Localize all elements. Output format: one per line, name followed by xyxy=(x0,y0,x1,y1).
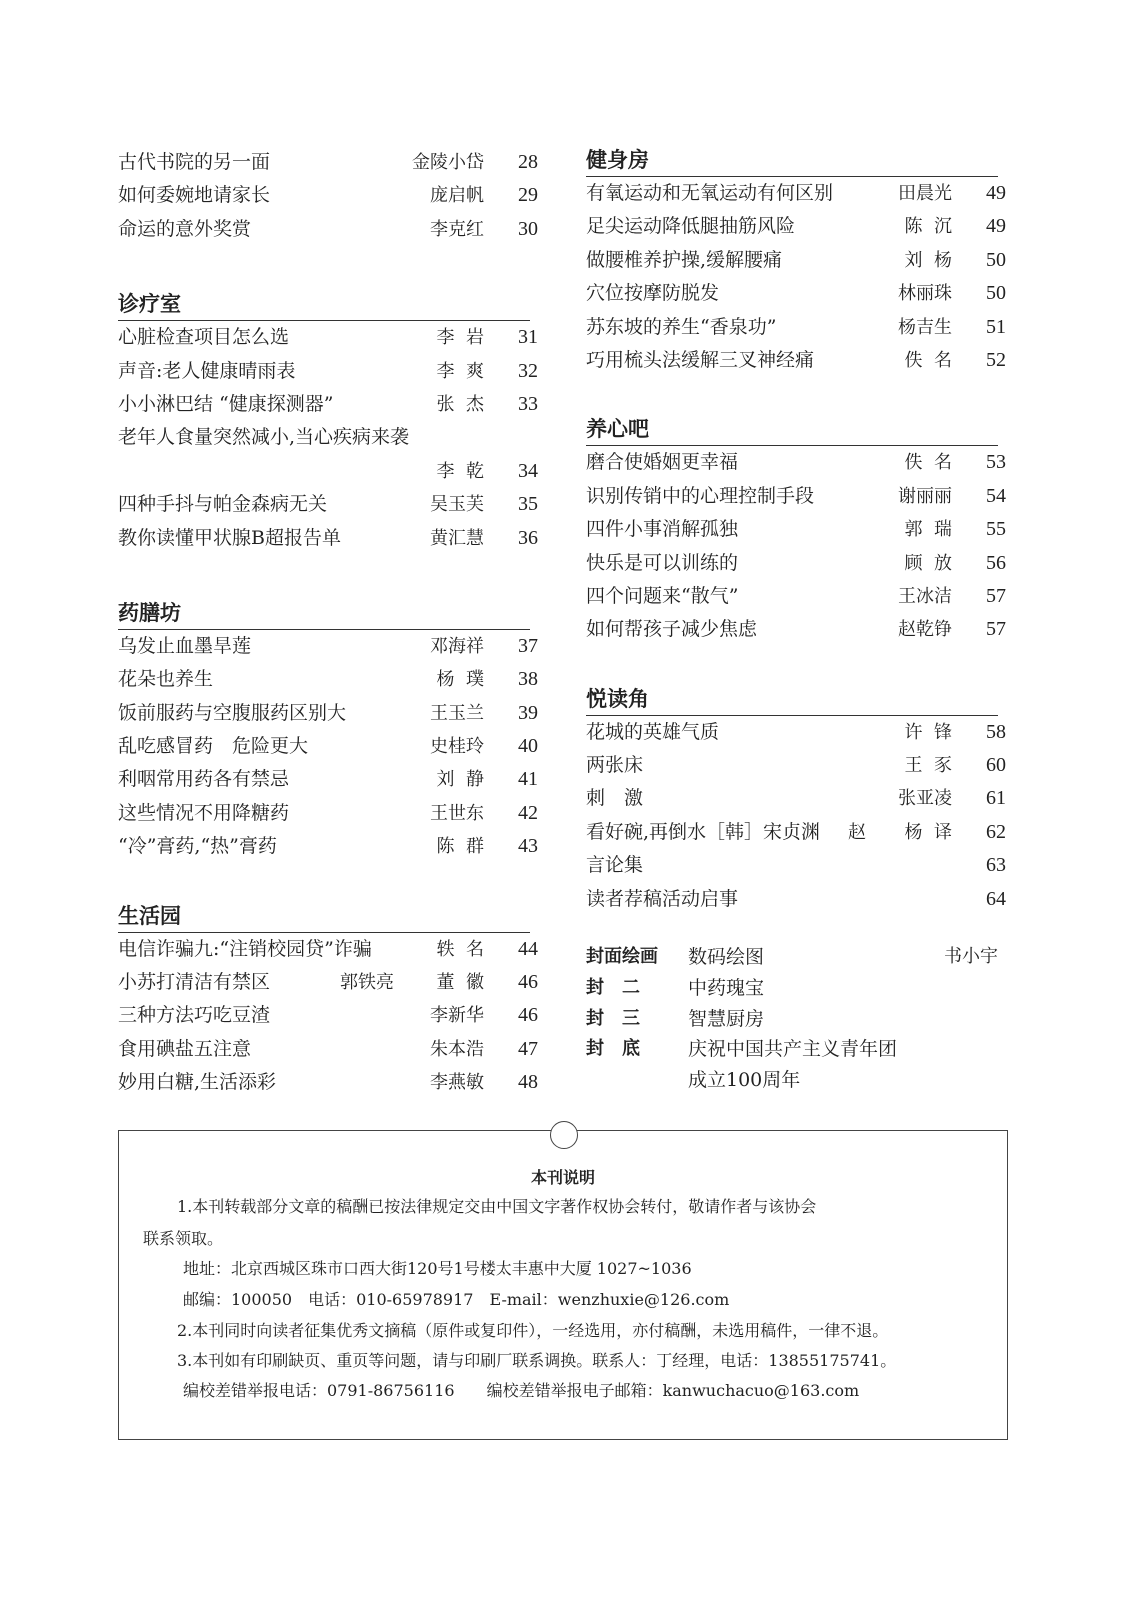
toc-entry[interactable] xyxy=(586,344,1006,377)
toc-section-life xyxy=(118,902,538,1100)
entry-author: 林丽珠 xyxy=(898,283,952,305)
entry-page: 39 xyxy=(518,701,538,724)
entry-author: 王冰洁 xyxy=(898,585,952,607)
entry-author: 李 岩 xyxy=(436,327,484,349)
toc-entry[interactable] xyxy=(118,321,538,354)
toc-entry[interactable] xyxy=(118,663,538,696)
toc-entry[interactable] xyxy=(118,488,538,521)
toc-section-mind xyxy=(586,415,1006,646)
left-column xyxy=(118,146,538,1100)
section-heading: 健身房 xyxy=(586,146,998,177)
entry-co-author: 赵 xyxy=(848,821,866,843)
toc-entry[interactable] xyxy=(118,966,538,999)
toc-section-fitness xyxy=(586,146,1006,377)
toc-entry[interactable] xyxy=(118,630,538,663)
cover-row xyxy=(586,1034,1006,1065)
entry-author: 李 乾 xyxy=(436,460,484,482)
entry-title: “冷”膏药,“热”膏药 xyxy=(118,835,277,858)
entry-author: 佚 名 xyxy=(904,349,952,371)
notice-line-submissions: 2.本刊同时向读者征集优秀文摘稿（原件或复印件），一经选用，亦付稿酬，未选用稿件，一律不退。 xyxy=(177,1321,889,1340)
entry-title: 花朵也养生 xyxy=(118,668,214,691)
toc-entry[interactable] xyxy=(586,277,1006,310)
entry-author: 吴玉芙 xyxy=(430,494,484,516)
entry-page: 37 xyxy=(518,634,538,657)
entry-title: 刺 激 xyxy=(586,787,644,810)
entry-author: 黄汇慧 xyxy=(430,527,484,549)
cover-value: 中药瑰宝 xyxy=(688,976,765,999)
entry-page: 30 xyxy=(518,217,538,240)
entry-page: 63 xyxy=(986,854,1006,877)
section-heading: 悦读角 xyxy=(586,685,998,716)
entry-title: 利咽常用药各有禁忌 xyxy=(118,768,290,791)
entry-title: 识别传销中的心理控制手段 xyxy=(586,484,815,507)
toc-entry[interactable] xyxy=(118,797,538,830)
entry-title: 言论集 xyxy=(586,854,644,877)
entry-page: 49 xyxy=(986,182,1006,204)
notice-postcode-contact: 邮编：100050 电话：010-65978917 E-mail：wenzhuxie@126.com xyxy=(183,1290,730,1309)
entry-title: 老年人食量突然减小,当心疾病来袭 xyxy=(118,426,410,449)
entry-author: 董 徽 xyxy=(436,972,484,994)
entry-title: 做腰椎养护操,缓解腰痛 xyxy=(586,248,783,271)
entry-title: 命运的意外奖赏 xyxy=(118,217,252,240)
entry-page: 36 xyxy=(518,526,538,549)
toc-section-diet xyxy=(118,599,538,864)
toc-entry[interactable] xyxy=(118,455,538,488)
entry-page: 56 xyxy=(986,551,1006,574)
toc-section-reading xyxy=(586,685,1006,916)
toc-entry[interactable] xyxy=(118,522,538,555)
cover-author: 书小宇 xyxy=(944,946,998,968)
right-column xyxy=(586,146,1006,1096)
entry-title: 古代书院的另一面 xyxy=(118,151,271,173)
entry-page: 50 xyxy=(986,282,1006,305)
entry-title: 小小淋巴结 “健康探测器” xyxy=(118,392,334,415)
entry-page: 51 xyxy=(986,315,1006,338)
toc-entry[interactable] xyxy=(586,883,1006,916)
entry-page: 40 xyxy=(518,735,538,758)
entry-page: 57 xyxy=(986,584,1006,607)
toc-entry[interactable] xyxy=(586,749,1006,782)
toc-entry[interactable] xyxy=(586,547,1006,580)
entry-author: 李克红 xyxy=(430,218,484,240)
toc-entry[interactable] xyxy=(118,355,538,388)
entry-title: 这些情况不用降糖药 xyxy=(118,801,290,824)
entry-author: 王世东 xyxy=(430,802,484,824)
entry-author: 谢丽丽 xyxy=(898,485,952,507)
entry-page: 58 xyxy=(986,720,1006,743)
entry-title: 食用碘盐五注意 xyxy=(118,1037,252,1060)
notice-line-copyright: 1.本刊转载部分文章的稿酬已按法律规定交由中国文字著作权协会转付，敬请作者与该协会 xyxy=(177,1197,817,1216)
cover-key: 封 三 xyxy=(586,1007,640,1029)
entry-title: 教你读懂甲状腺B超报告单 xyxy=(118,526,341,549)
entry-page: 50 xyxy=(986,248,1006,271)
entry-author: 李燕敏 xyxy=(430,1072,484,1094)
toc-entry[interactable] xyxy=(586,210,1006,243)
notice-line-copyright-cont: 联系领取。 xyxy=(143,1229,224,1248)
toc-entry[interactable] xyxy=(118,999,538,1032)
entry-author: 田晨光 xyxy=(898,183,952,204)
entry-author: 陈 群 xyxy=(436,836,484,858)
entry-page: 48 xyxy=(518,1071,538,1094)
entry-author: 朱本浩 xyxy=(430,1038,484,1060)
toc-entry[interactable] xyxy=(118,213,538,246)
cover-row xyxy=(586,942,1006,973)
entry-title: 如何帮孩子减少焦虑 xyxy=(586,618,758,641)
entry-page: 42 xyxy=(518,801,538,824)
entry-page: 52 xyxy=(986,348,1006,371)
section-heading: 诊疗室 xyxy=(118,290,530,321)
cover-row xyxy=(586,973,1006,1004)
entry-page: 64 xyxy=(986,887,1006,910)
entry-author: 庞启帆 xyxy=(430,185,484,207)
section-heading: 生活园 xyxy=(118,902,530,933)
cover-value: 智慧厨房 xyxy=(688,1007,765,1030)
section-heading: 药膳坊 xyxy=(118,599,530,630)
toc-entry[interactable] xyxy=(118,388,538,421)
entry-page: 60 xyxy=(986,754,1006,777)
entry-title: 巧用梳头法缓解三叉神经痛 xyxy=(586,348,815,371)
cover-credits xyxy=(586,942,1006,1096)
entry-title: 两张床 xyxy=(586,754,644,777)
entry-title: 读者荐稿活动启事 xyxy=(586,887,739,910)
toc-entry[interactable] xyxy=(118,697,538,730)
entry-author: 杨吉生 xyxy=(898,316,952,338)
toc-entry[interactable] xyxy=(118,730,538,763)
toc-entry[interactable] xyxy=(118,830,538,863)
entry-page: 43 xyxy=(518,835,538,858)
circle-ornament xyxy=(550,1121,578,1149)
toc-entry[interactable] xyxy=(586,613,1006,646)
entry-author: 赵乾铮 xyxy=(898,619,952,641)
entry-author: 郭 瑞 xyxy=(904,519,952,541)
toc-section-misc xyxy=(118,146,538,246)
toc-entry[interactable] xyxy=(586,446,1006,479)
entry-title: 心脏检查项目怎么选 xyxy=(118,326,290,349)
entry-title: 有氧运动和无氧运动有何区别 xyxy=(586,182,834,204)
entry-title: 乌发止血墨旱莲 xyxy=(118,634,252,657)
entry-page: 38 xyxy=(518,668,538,691)
toc-entry[interactable] xyxy=(118,763,538,796)
entry-author: 李新华 xyxy=(430,1005,484,1027)
entry-page: 35 xyxy=(518,493,538,516)
toc-entry[interactable] xyxy=(586,311,1006,344)
entry-title: 四种手抖与帕金森病无关 xyxy=(118,493,328,516)
toc-entry[interactable] xyxy=(118,1033,538,1066)
section-heading: 养心吧 xyxy=(586,415,998,446)
entry-author: 顾 放 xyxy=(904,552,952,574)
entry-title: 快乐是可以训练的 xyxy=(586,551,739,574)
notice-error-report: 编校差错举报电话：0791-86756116 编校差错举报电子邮箱：kanwuchacuo@163.com xyxy=(183,1381,860,1400)
entry-page: 54 xyxy=(986,484,1006,507)
entry-title: 四个问题来“散气” xyxy=(586,584,739,607)
entry-page: 53 xyxy=(986,451,1006,474)
entry-author: 杨 璞 xyxy=(436,669,484,691)
entry-page: 47 xyxy=(518,1037,538,1060)
entry-page: 34 xyxy=(518,459,538,482)
cover-value: 数码绘图 xyxy=(688,946,765,969)
notice-line-printing: 3.本刊如有印刷缺页、重页等问题，请与印刷厂联系调换。联系人：丁经理，电话：13855175741。 xyxy=(177,1351,897,1370)
toc-entry[interactable] xyxy=(118,146,538,179)
entry-author: 杨 译 xyxy=(904,821,952,843)
entry-title: 四件小事消解孤独 xyxy=(586,518,739,541)
toc-entry[interactable] xyxy=(118,179,538,212)
cover-key: 封 二 xyxy=(586,976,640,998)
entry-page: 31 xyxy=(518,326,538,349)
entry-page: 29 xyxy=(518,184,538,207)
entry-title: 足尖运动降低腿抽筋风险 xyxy=(586,215,796,238)
entry-author: 佚 名 xyxy=(904,452,952,474)
entry-title: 电信诈骗九:“注销校园贷”诈骗 xyxy=(118,937,372,960)
entry-title: 苏东坡的养生“香泉功” xyxy=(586,315,777,338)
entry-page: 46 xyxy=(518,971,538,994)
entry-page: 55 xyxy=(986,518,1006,541)
entry-page: 28 xyxy=(518,151,538,173)
entry-author: 王 豕 xyxy=(904,755,952,777)
entry-author: 陈 沉 xyxy=(904,216,952,238)
entry-author: 轶 名 xyxy=(436,938,484,960)
entry-author: 邓海祥 xyxy=(430,635,484,657)
toc-entry[interactable] xyxy=(586,480,1006,513)
entry-page: 32 xyxy=(518,359,538,382)
entry-author: 金陵小岱 xyxy=(412,152,484,173)
notice-title: 本刊说明 xyxy=(530,1168,595,1187)
toc-entry[interactable] xyxy=(586,177,1006,210)
toc-entry[interactable] xyxy=(118,1066,538,1099)
entry-title: 饭前服药与空腹服药区别大 xyxy=(118,701,347,724)
entry-co-author: 郭铁亮 xyxy=(340,972,394,994)
toc-section-clinic xyxy=(118,290,538,555)
entry-title: 穴位按摩防脱发 xyxy=(586,282,720,305)
toc-entry[interactable] xyxy=(586,816,1006,849)
entry-page: 33 xyxy=(518,392,538,415)
entry-title: 磨合使婚姻更幸福 xyxy=(586,451,739,474)
entry-title: 声音:老人健康晴雨表 xyxy=(118,359,296,382)
entry-title: 小苏打清洁有禁区 xyxy=(118,971,271,994)
toc-entry[interactable] xyxy=(586,849,1006,882)
entry-author: 许 锋 xyxy=(904,721,952,743)
entry-author: 刘 静 xyxy=(436,769,484,791)
cover-value: 成立100周年 xyxy=(688,1069,801,1092)
toc-entry[interactable] xyxy=(586,782,1006,815)
toc-entry[interactable] xyxy=(586,244,1006,277)
entry-page: 61 xyxy=(986,787,1006,810)
entry-title: 三种方法巧吃豆渣 xyxy=(118,1004,271,1027)
cover-row xyxy=(586,1004,1006,1035)
entry-author: 刘 杨 xyxy=(904,249,952,271)
entry-title: 看好碗,再倒水［韩］宋贞渊 xyxy=(586,820,821,843)
entry-author: 李 爽 xyxy=(436,360,484,382)
entry-author: 史桂玲 xyxy=(430,736,484,758)
entry-page: 49 xyxy=(986,215,1006,238)
entry-page: 62 xyxy=(986,820,1006,843)
entry-author: 王玉兰 xyxy=(430,702,484,724)
cover-key: 封面绘画 xyxy=(586,946,658,968)
toc-entry[interactable] xyxy=(118,933,538,966)
entry-author: 张亚凌 xyxy=(898,788,952,810)
entry-page: 41 xyxy=(518,768,538,791)
cover-value: 庆祝中国共产主义青年团 xyxy=(688,1038,898,1061)
entry-title: 花城的英雄气质 xyxy=(586,720,720,743)
entry-page: 44 xyxy=(518,937,538,960)
cover-row xyxy=(586,1065,1006,1096)
entry-page: 46 xyxy=(518,1004,538,1027)
entry-page: 57 xyxy=(986,618,1006,641)
entry-author: 张 杰 xyxy=(436,393,484,415)
entry-title: 妙用白糖,生活添彩 xyxy=(118,1071,277,1094)
entry-title: 乱吃感冒药 危险更大 xyxy=(118,735,309,758)
publication-notice-box xyxy=(118,1130,1008,1440)
entry-title: 如何委婉地请家长 xyxy=(118,184,271,207)
cover-key: 封 底 xyxy=(586,1038,640,1060)
notice-address: 地址：北京西城区珠市口西大街120号1号楼太丰惠中大厦 1027~1036 xyxy=(183,1259,692,1278)
toc-entry[interactable] xyxy=(586,513,1006,546)
toc-entry[interactable] xyxy=(118,421,538,454)
toc-entry[interactable] xyxy=(586,580,1006,613)
toc-entry[interactable] xyxy=(586,716,1006,749)
